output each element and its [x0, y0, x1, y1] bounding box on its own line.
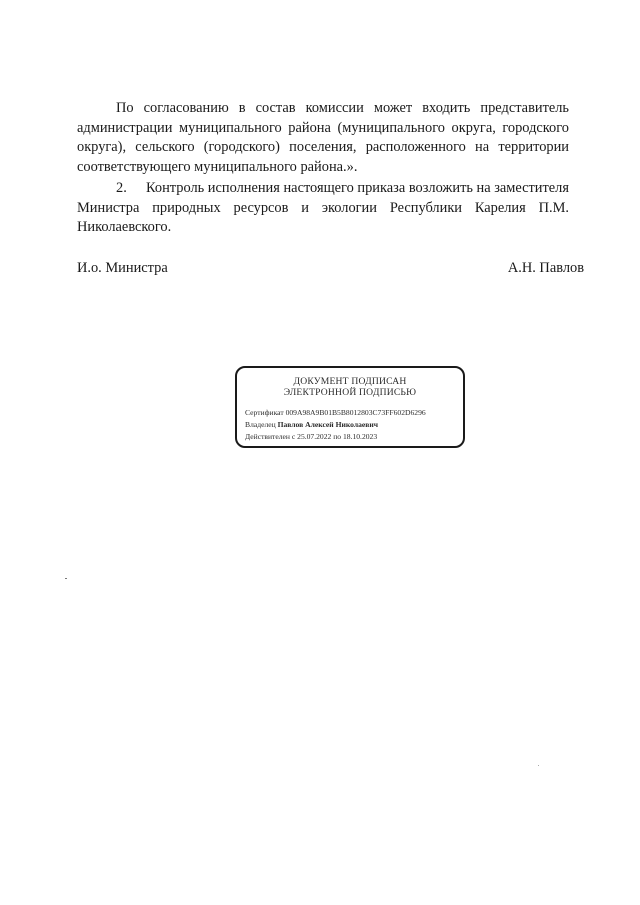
stamp-owner-label: Владелец	[245, 420, 276, 429]
scan-speck	[65, 578, 67, 579]
stamp-owner-value: Павлов Алексей Николаевич	[277, 420, 379, 429]
paragraph-2-text: Контроль исполнения настоящего приказа возложить на заместителя Министра природных ресурсов и экологии Республики Карелия П.М. Николаевского.	[77, 180, 569, 236]
scan-speck	[538, 765, 539, 766]
stamp-certificate-label: Сертификат	[245, 408, 284, 417]
stamp-title-line-2: ЭЛЕКТРОННОЙ ПОДПИСЬЮ	[283, 387, 417, 398]
stamp-valid-value: с 25.07.2022 по 18.10.2023	[291, 432, 378, 441]
stamp-title	[237, 376, 463, 398]
stamp-validity	[245, 432, 377, 441]
stamp-certificate-value: 009A98A9B01B5B8012803C73FF602D6296	[285, 408, 426, 417]
signature-block	[77, 259, 584, 278]
paragraph-2-number: 2.	[116, 180, 127, 196]
paragraph-1-text: По согласованию в состав комиссии может входить представитель администрации муниципального района (муниципального округа, городского округа), сельского (городского) поселения, расположенного на территории соответствующего муниципального района.».	[77, 100, 569, 175]
stamp-valid-label: Действителен	[245, 432, 290, 441]
electronic-signature-stamp	[235, 366, 465, 448]
signatory-position: И.о. Министра	[77, 260, 168, 276]
paragraph-control-assignment	[77, 179, 569, 238]
stamp-certificate	[245, 408, 426, 417]
signatory-name: А.Н. Павлов	[507, 260, 584, 276]
paragraph-commission-membership	[77, 99, 569, 177]
stamp-owner	[245, 420, 378, 429]
stamp-title-line-1: ДОКУМЕНТ ПОДПИСАН	[293, 376, 407, 387]
